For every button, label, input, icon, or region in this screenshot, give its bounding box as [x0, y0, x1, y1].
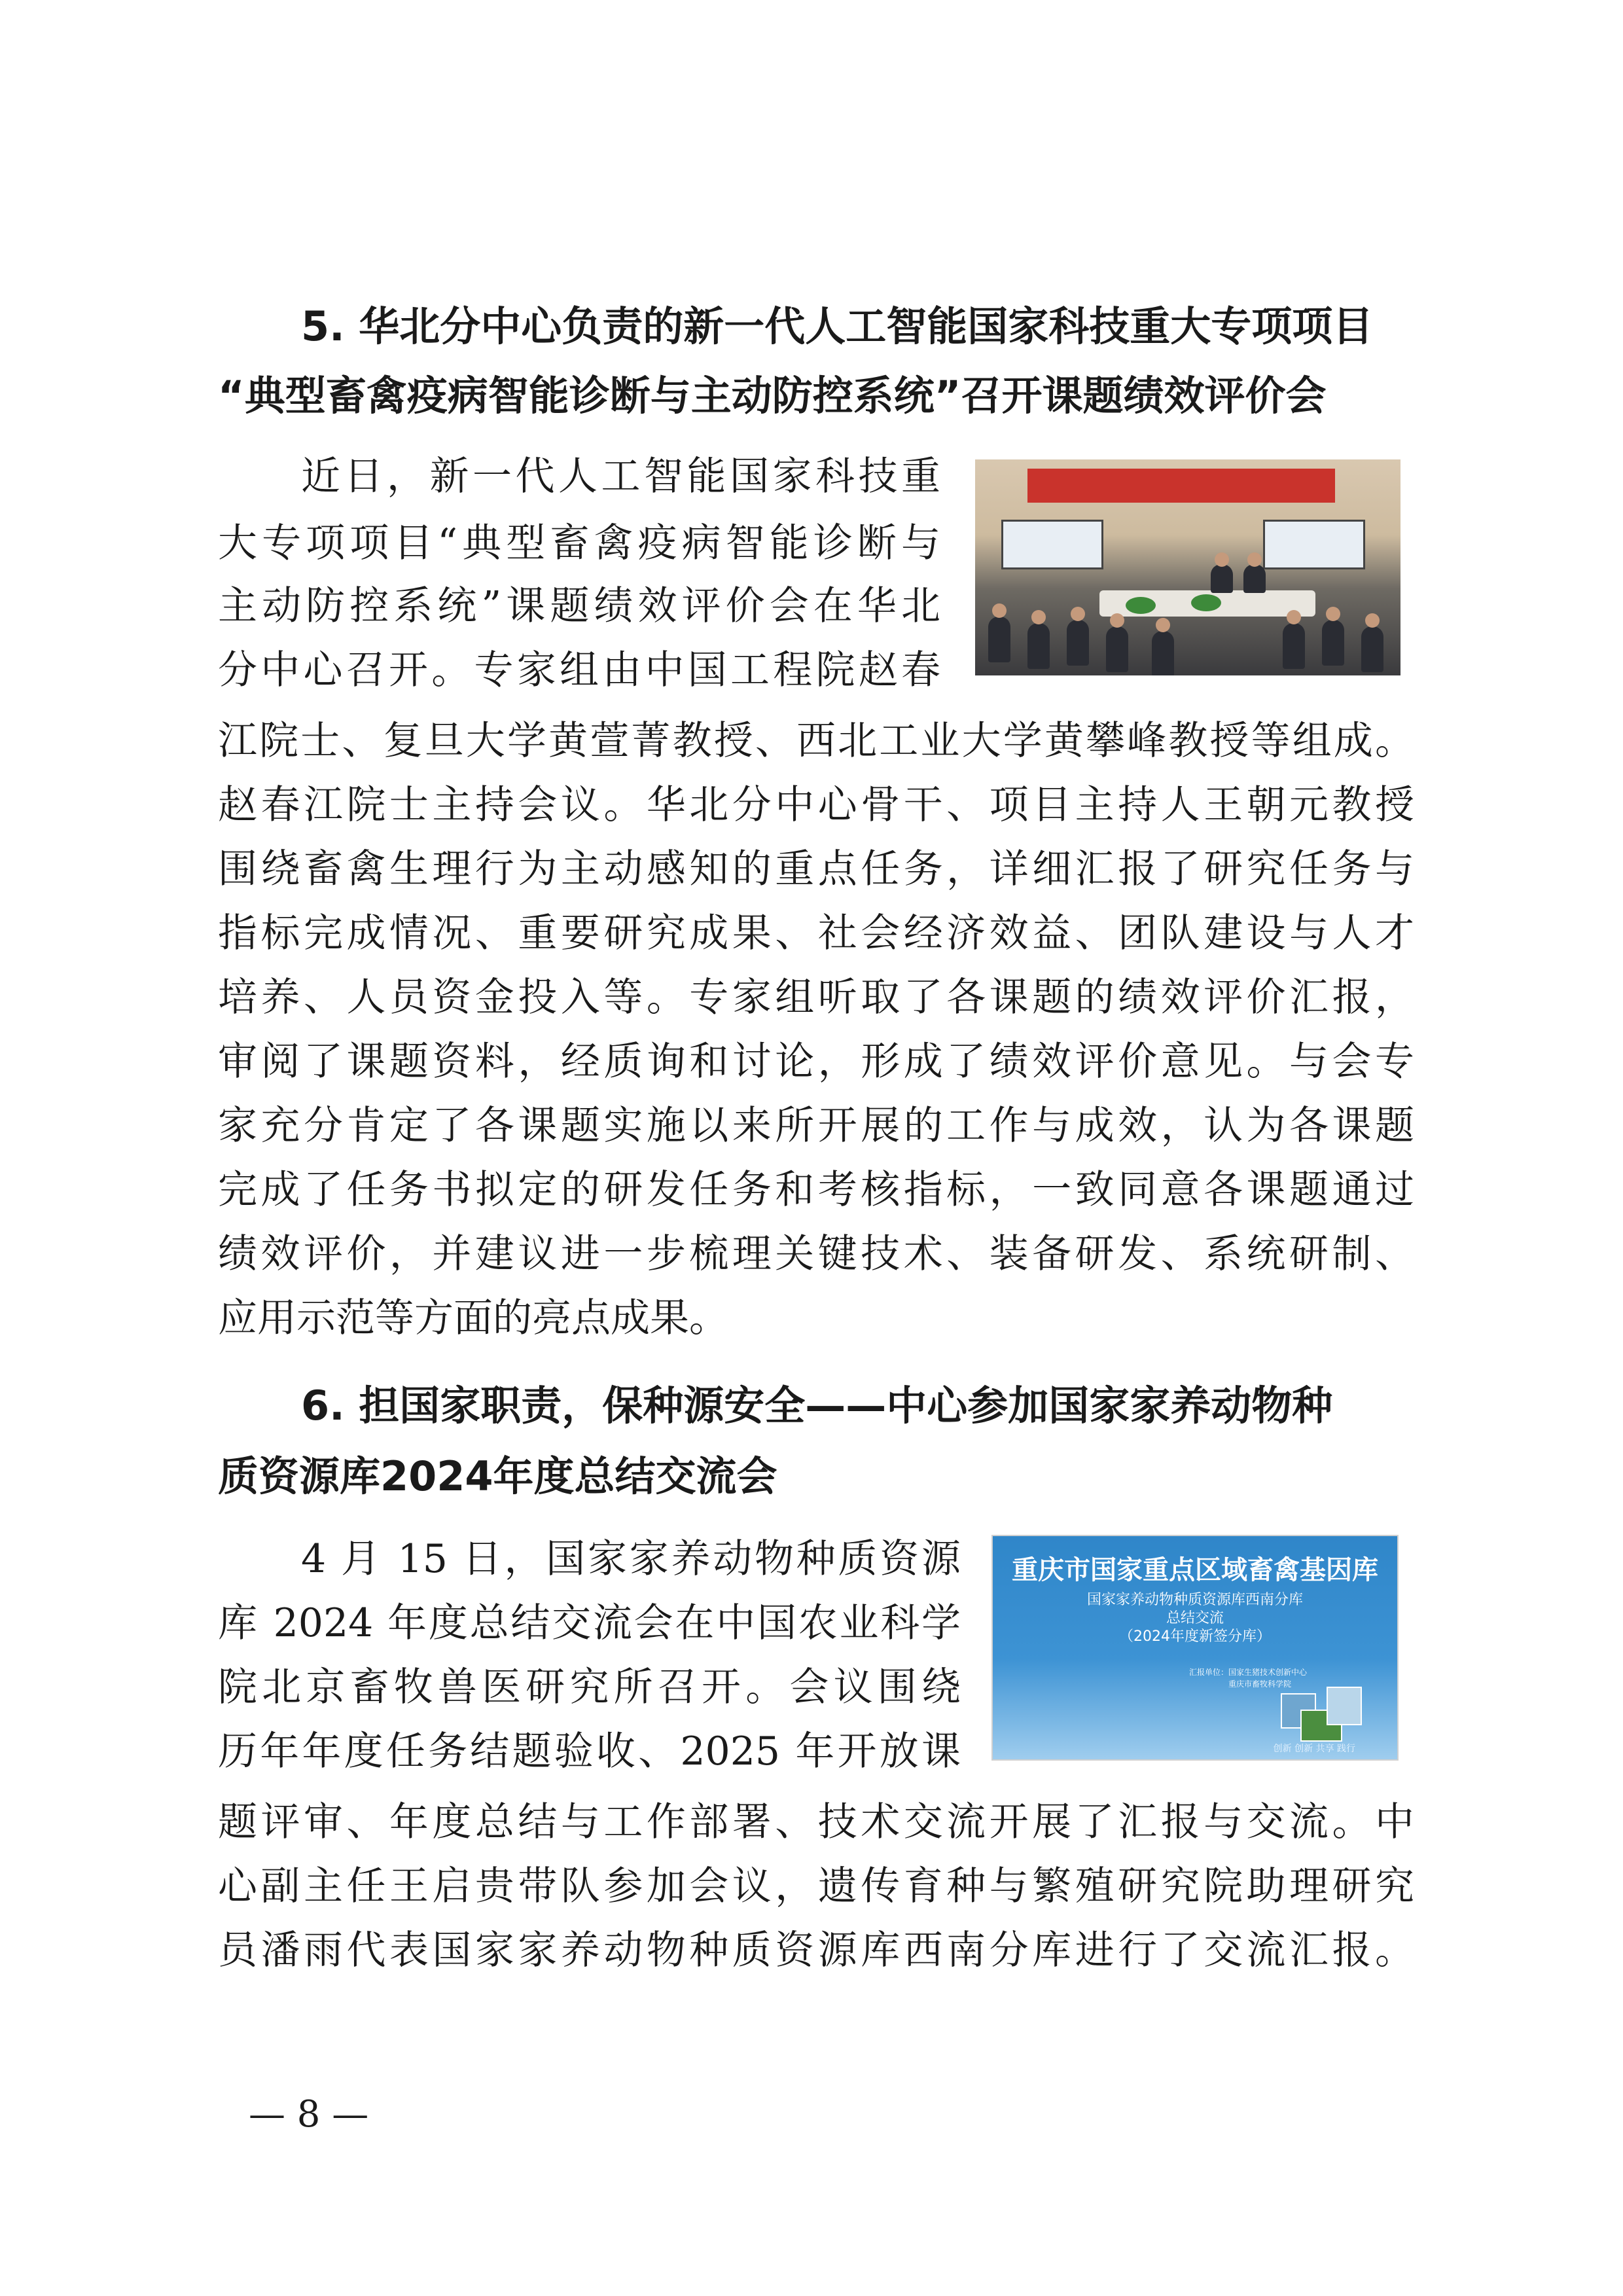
attendee: [1211, 564, 1233, 593]
meeting-photo: [975, 459, 1400, 675]
section5-title-line1: 5. 华北分中心负责的新一代人工智能国家科技重大专项项目: [301, 302, 1374, 350]
slide-subtitle-2: 总结交流: [1166, 1610, 1224, 1626]
section5-line-9: 培养、人员资金投入等。专家组听取了各课题的绩效评价汇报，: [218, 975, 1414, 1020]
attendee-head: [1156, 618, 1170, 632]
presentation-slide-photo: [991, 1535, 1399, 1761]
slide-reporter-label: 汇报单位：国家生猪技术创新中心: [1189, 1668, 1308, 1677]
attendee: [1152, 631, 1174, 675]
attendee-head: [1215, 552, 1229, 567]
section6-line-4: 历年年度任务结题验收、2025 年开放课: [218, 1729, 961, 1774]
section5-line-5: 江院士、复旦大学黄萱菁教授、西北工业大学黄攀峰教授等组成。: [218, 718, 1414, 764]
section5-line-14: 应用示范等方面的亮点成果。: [218, 1295, 728, 1341]
attendee-head: [1110, 613, 1124, 628]
table-plant: [1191, 594, 1221, 611]
projection-screen-left: [1001, 520, 1103, 569]
section5-line-7: 围绕畜禽生理行为主动感知的重点任务，详细汇报了研究任务与: [218, 846, 1414, 892]
table-plant: [1126, 597, 1156, 614]
attendee: [1361, 626, 1383, 672]
attendee-head: [1247, 552, 1262, 567]
slide-tagline: 创新 创新 共享 践行: [1273, 1744, 1355, 1754]
section6-title-line1: 6. 担国家职责，保种源安全——中心参加国家家养动物种: [301, 1382, 1333, 1429]
meeting-banner: [1027, 469, 1335, 503]
attendee: [1243, 564, 1266, 593]
slide-image-thumbnail: [1327, 1687, 1362, 1725]
section5-line-13: 绩效评价，并建议进一步梳理关键技术、装备研发、系统研制、: [218, 1231, 1414, 1277]
section5-line-12: 完成了任务书拟定的研发任务和考核指标，一致同意各课题通过: [218, 1167, 1414, 1213]
section5-line-1: 近日，新一代人工智能国家科技重: [301, 454, 940, 499]
section5-line-6: 赵春江院士主持会议。华北分中心骨干、项目主持人王朝元教授: [218, 782, 1414, 828]
section6-line-1: 4 月 15 日，国家家养动物种质资源: [301, 1536, 961, 1582]
attendee-head: [1287, 610, 1301, 624]
section6-line-2: 库 2024 年度总结交流会在中国农业科学: [218, 1600, 961, 1646]
slide-title: 重庆市国家重点区域畜禽基因库: [1012, 1555, 1378, 1585]
section6-line-5: 题评审、年度总结与工作部署、技术交流开展了汇报与交流。中: [218, 1799, 1414, 1845]
attendee-head: [992, 603, 1007, 618]
section5-line-2: 大专项项目“典型畜禽疫病智能诊断与: [218, 520, 940, 566]
slide-subtitle: 国家家养动物种质资源库西南分库: [1086, 1592, 1303, 1608]
attendee: [1322, 620, 1344, 666]
attendee: [988, 617, 1010, 662]
attendee-head: [1326, 607, 1340, 621]
section6-line-6: 心副主任王启贵带队参加会议，遗传育种与繁殖研究院助理研究: [218, 1863, 1414, 1909]
attendee: [1106, 626, 1128, 672]
attendee: [1283, 623, 1305, 669]
slide-subtitle-3: （2024年度新签分库）: [1119, 1628, 1271, 1645]
page-number: — 8 —: [249, 2093, 369, 2136]
section6-line-7: 员潘雨代表国家家养动物种质资源库西南分库进行了交流汇报。: [218, 1928, 1414, 1973]
attendee: [1067, 620, 1089, 666]
section6-line-3: 院北京畜牧兽医研究所召开。会议围绕: [218, 1664, 961, 1710]
section5-line-11: 家充分肯定了各课题实施以来所开展的工作与成效，认为各课题: [218, 1103, 1414, 1149]
section5-line-4: 分中心召开。专家组由中国工程院赵春: [218, 647, 940, 693]
attendee-head: [1031, 610, 1046, 624]
attendee-head: [1071, 607, 1085, 621]
section5-line-8: 指标完成情况、重要研究成果、社会经济效益、团队建设与人才: [218, 910, 1414, 956]
attendee-head: [1365, 613, 1380, 628]
projection-screen-right: [1263, 520, 1365, 569]
section6-title-line2: 质资源库2024年度总结交流会: [218, 1452, 777, 1500]
attendee: [1027, 623, 1050, 669]
section5-title-line2: “典型畜禽疫病智能诊断与主动防控系统”召开课题绩效评价会: [218, 372, 1327, 420]
section5-line-10: 审阅了课题资料，经质询和讨论，形成了绩效评价意见。与会专: [218, 1039, 1414, 1085]
slide-reporter-org: 重庆市畜牧科学院: [1228, 1679, 1292, 1689]
section5-line-3: 主动防控系统”课题绩效评价会在华北: [218, 583, 940, 629]
